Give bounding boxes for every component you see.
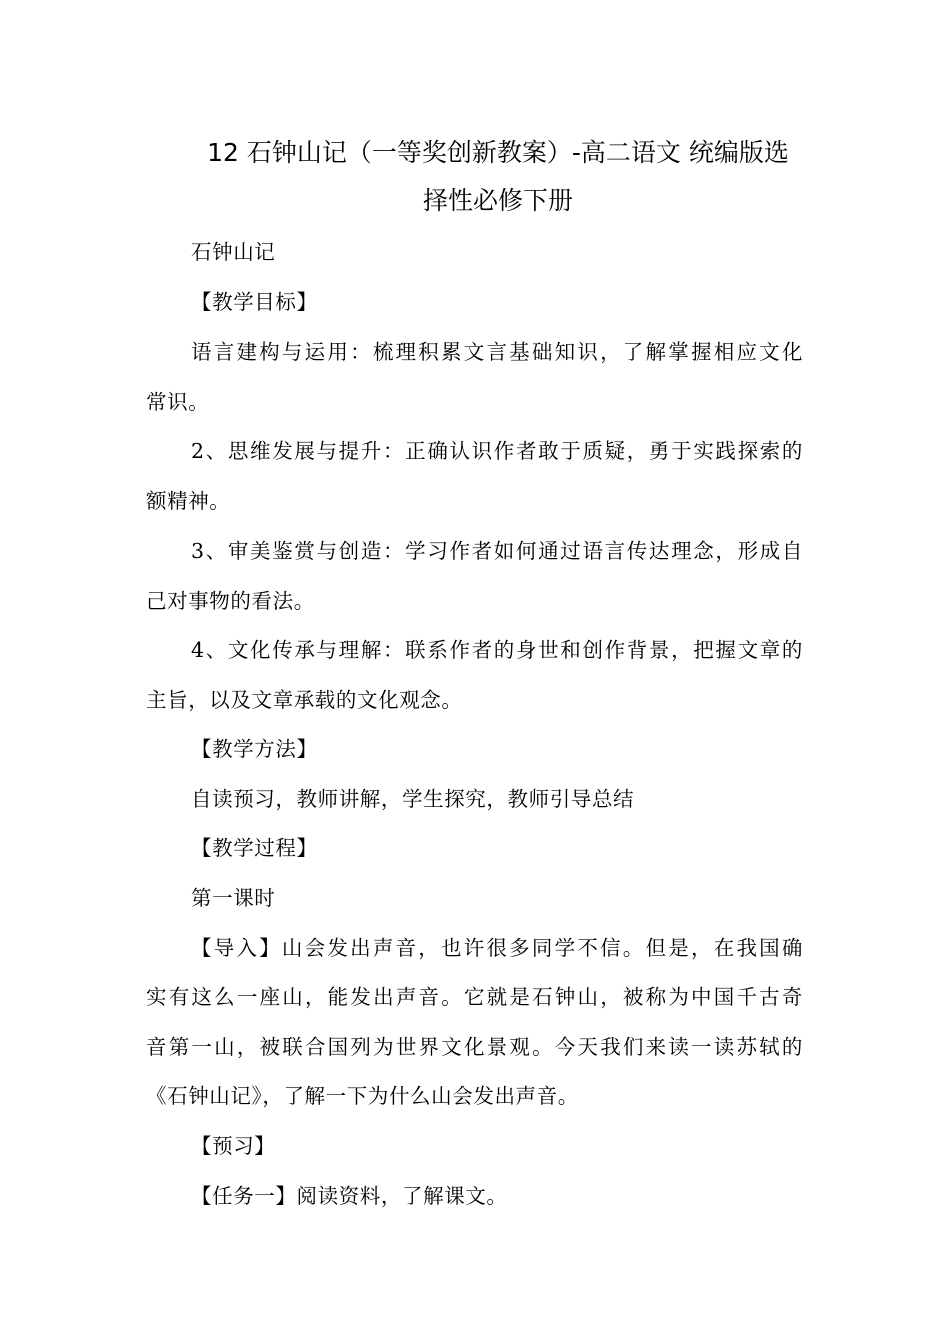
goal-1-line-2: 常识。 (146, 390, 210, 414)
intro-line-2: 实有这么一座山，能发出声音。它就是石钟山，被称为中国千古奇 (146, 985, 803, 1009)
goal-4-line-2: 主旨，以及文章承载的文化观念。 (146, 688, 463, 712)
goal-1-line-1: 语言建构与运用：梳理积累文言基础知识，了解掌握相应文化 (191, 340, 803, 364)
goal-4-line-1: 4、文化传承与理解：联系作者的身世和创作背景，把握文章的 (191, 638, 803, 662)
lesson-name: 石钟山记 (191, 240, 276, 264)
document-title-line-1: 12 石钟山记（一等奖创新教案）-高二语文 统编版选 (207, 138, 789, 167)
intro-line-4: 《石钟山记》，了解一下为什么山会发出声音。 (146, 1084, 579, 1108)
goal-3-line-2: 己对事物的看法。 (146, 589, 315, 613)
section-heading-process: 【教学过程】 (191, 836, 318, 860)
document-title-line-2: 择性必修下册 (422, 186, 573, 215)
goal-2-line-1: 2、思维发展与提升：正确认识作者敢于质疑，勇于实践探索的 (191, 439, 803, 463)
intro-line-1: 【导入】山会发出声音，也许很多同学不信。但是，在我国确 (191, 936, 803, 960)
intro-line-3: 音第一山，被联合国列为世界文化景观。今天我们来读一读苏轼的 (146, 1035, 803, 1059)
section-heading-goals: 【教学目标】 (191, 290, 318, 314)
method-text: 自读预习，教师讲解，学生探究，教师引导总结 (191, 787, 635, 811)
section-heading-method: 【教学方法】 (191, 737, 318, 761)
lesson-period: 第一课时 (191, 886, 276, 910)
goal-2-line-2: 额精神。 (146, 489, 231, 513)
goal-3-line-1: 3、审美鉴赏与创造：学习作者如何通过语言传达理念，形成自 (191, 539, 803, 563)
task-1: 【任务一】阅读资料，了解课文。 (191, 1184, 508, 1208)
section-heading-preview: 【预习】 (191, 1134, 276, 1158)
